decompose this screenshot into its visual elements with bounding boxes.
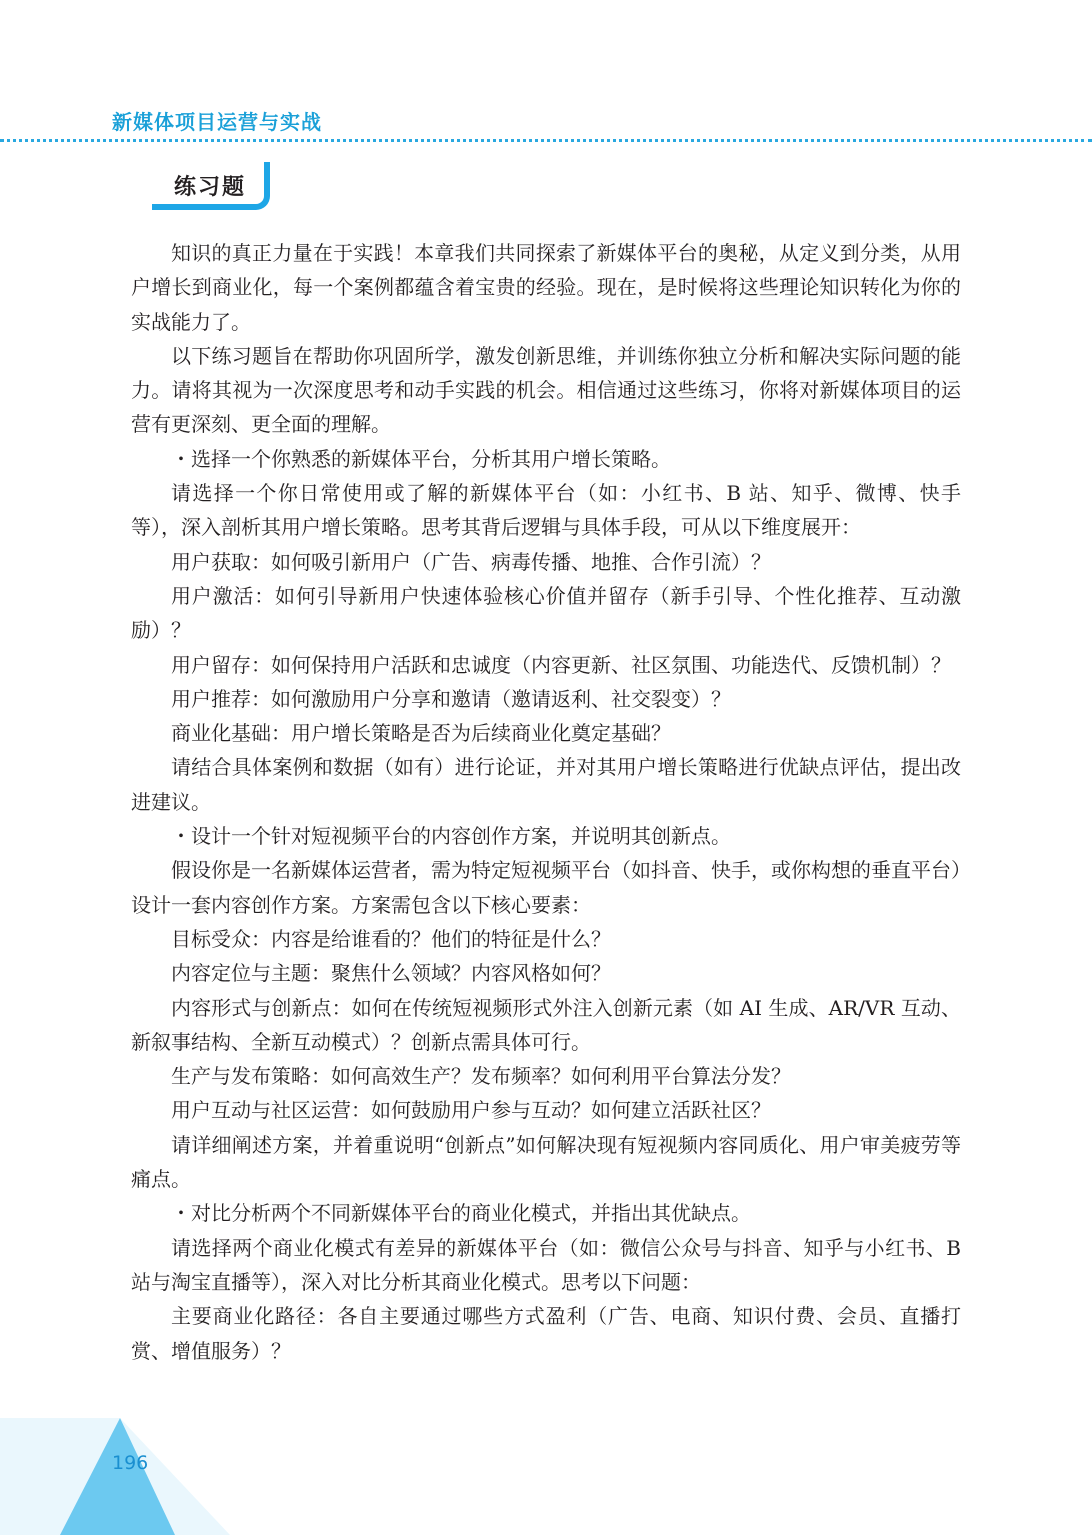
paragraph: 主要商业化路径：各自主要通过哪些方式盈利（广告、电商、知识付费、会员、直播打赏、增值服务）？ <box>131 1304 961 1363</box>
paragraph: 用户推荐：如何激励用户分享和邀请（邀请返利、社交裂变）？ <box>171 686 731 711</box>
running-header-title: 新媒体项目运营与实战 <box>112 110 322 134</box>
paragraph: 目标受众：内容是给谁看的？他们的特征是什么？ <box>171 926 611 951</box>
section-heading <box>152 162 272 216</box>
bullet-item: ・对比分析两个不同新媒体平台的商业化模式，并指出其优缺点。 <box>171 1201 751 1226</box>
paragraph: 用户激活：如何引导新用户快速体验核心价值并留存（新手引导、个性化推荐、互动激励）？ <box>131 583 961 643</box>
section-heading-label: 练习题 <box>174 175 247 200</box>
page-corner-triangle <box>0 1418 230 1535</box>
page-number: 196 <box>112 1452 149 1474</box>
paragraph: 内容形式与创新点：如何在传统短视频形式外注入创新元素（如 AI 生成、AR/VR 互动、新叙事结构、全新互动模式）？创新点需具体可行。 <box>131 995 961 1054</box>
paragraph: 用户互动与社区运营：如何鼓励用户参与互动？如何建立活跃社区？ <box>171 1098 771 1123</box>
bullet-item: ・选择一个你熟悉的新媒体平台，分析其用户增长策略。 <box>171 446 671 471</box>
paragraph: 知识的真正力量在于实践！本章我们共同探索了新媒体平台的奥秘，从定义到分类，从用户增长到商业化，每一个案例都蕴含着宝贵的经验。现在，是时候将这些理论知识转化为你的实战能力了。 <box>131 241 961 334</box>
paragraph: 请详细阐述方案，并着重说明“创新点”如何解决现有短视频内容同质化、用户审美疲劳等痛点。 <box>131 1132 961 1192</box>
paragraph: 假设你是一名新媒体运营者，需为特定短视频平台（如抖音、快手，或你构想的垂直平台）设计一套内容创作方案。方案需包含以下核心要素： <box>131 858 961 917</box>
paragraph: 商业化基础：用户增长策略是否为后续商业化奠定基础？ <box>171 721 671 746</box>
paragraph: 内容定位与主题：聚焦什么领域？内容风格如何？ <box>171 961 611 986</box>
paragraph: 请选择两个商业化模式有差异的新媒体平台（如：微信公众号与抖音、知乎与小红书、B 站与淘宝直播等），深入对比分析其商业化模式。思考以下问题： <box>131 1235 961 1294</box>
bullet-item: ・设计一个针对短视频平台的内容创作方案，并说明其创新点。 <box>171 824 731 849</box>
header-dotted-rule <box>0 139 1092 142</box>
paragraph: 以下练习题旨在帮助你巩固所学，激发创新思维，并训练你独立分析和解决实际问题的能力。请将其视为一次深度思考和动手实践的机会。相信通过这些练习，你将对新媒体项目的运营有更深刻、更全面的理解。 <box>131 343 961 437</box>
paragraph: 用户留存：如何保持用户活跃和忠诚度（内容更新、社区氛围、功能迭代、反馈机制）？ <box>171 652 951 677</box>
paragraph: 请结合具体案例和数据（如有）进行论证，并对其用户增长策略进行优缺点评估，提出改进建议。 <box>131 755 961 814</box>
paragraph: 生产与发布策略：如何高效生产？发布频率？如何利用平台算法分发？ <box>171 1064 791 1089</box>
paragraph: 用户获取：如何吸引新用户（广告、病毒传播、地推、合作引流）？ <box>171 549 771 574</box>
paragraph: 请选择一个你日常使用或了解的新媒体平台（如：小红书、B 站、知乎、微博、快手等），深入剖析其用户增长策略。思考其背后逻辑与具体手段，可从以下维度展开： <box>131 481 961 540</box>
body-text <box>131 236 961 1368</box>
